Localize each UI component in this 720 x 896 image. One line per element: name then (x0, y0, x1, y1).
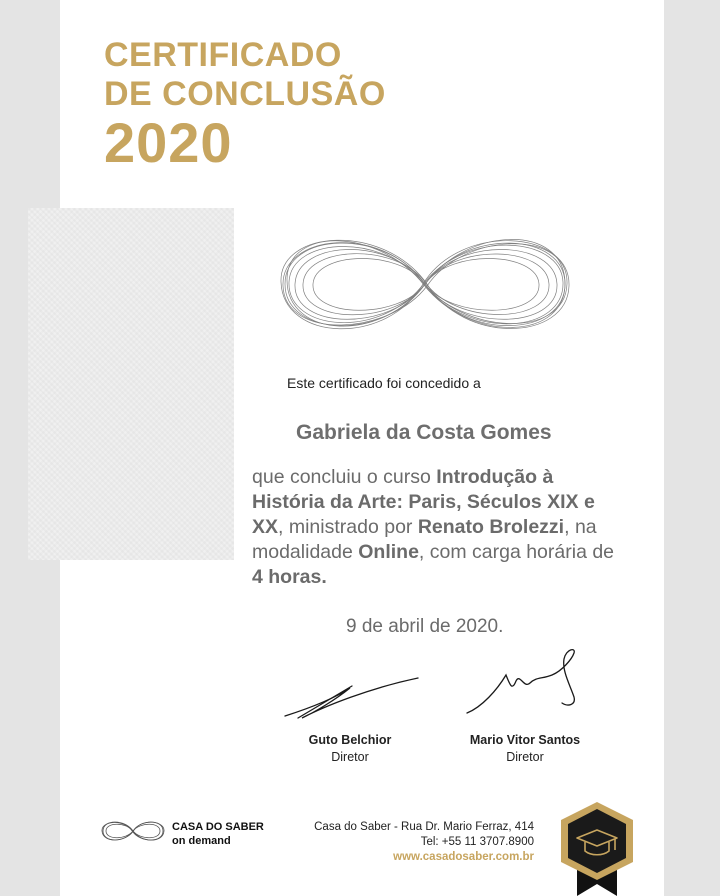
logo-line-2: on demand (172, 835, 231, 847)
instructor-name: Renato Brolezzi (417, 516, 565, 538)
signature-guto-belchior (280, 668, 425, 723)
body-pre-mode: , na modalidade (252, 516, 597, 563)
signer-2-name: Mario Vitor Santos (469, 733, 581, 747)
title-line-2: DE CONCLUSÃO (104, 75, 386, 113)
course-hours: 4 horas. (252, 566, 327, 588)
graduation-seal (555, 800, 639, 896)
course-mode: Online (358, 541, 419, 563)
signature-mario-vitor-santos (462, 645, 592, 720)
recipient-name: Gabriela da Costa Gomes (296, 421, 552, 444)
course-name: Introdução à História da Arte: Paris, Séculos XIX e XX (252, 466, 595, 538)
logo-line-1: CASA DO SABER (172, 821, 264, 833)
issue-date: 9 de abril de 2020. (346, 616, 504, 637)
signer-1-name: Guto Belchior (308, 733, 392, 747)
body-pre-hours: , com carga horária de (418, 541, 615, 563)
granted-text: Este certificado foi concedido a (287, 375, 481, 391)
body-pre-instructor: , ministrado por (278, 516, 418, 538)
signer-1-role: Diretor (331, 750, 369, 764)
signer-2 (458, 732, 592, 766)
logo-text (172, 820, 264, 848)
certificate-body (252, 465, 627, 590)
casa-do-saber-logo-icon (100, 816, 166, 846)
infinity-icon (275, 222, 575, 347)
website-link[interactable]: www.casadosaber.com.br (393, 851, 534, 863)
title-line-1: CERTIFICADO (104, 36, 342, 74)
address-phone: Tel: +55 11 3707.8900 (420, 836, 534, 848)
footer-address (290, 820, 534, 865)
signer-2-role: Diretor (506, 750, 544, 764)
title-year: 2020 (104, 111, 233, 174)
decorative-texture (28, 208, 234, 560)
body-pre-course: que concluiu o curso (252, 466, 437, 488)
certificate-title (104, 36, 386, 174)
address-line-1: Casa do Saber - Rua Dr. Mario Ferraz, 414 (314, 821, 534, 833)
signer-1 (295, 732, 405, 766)
